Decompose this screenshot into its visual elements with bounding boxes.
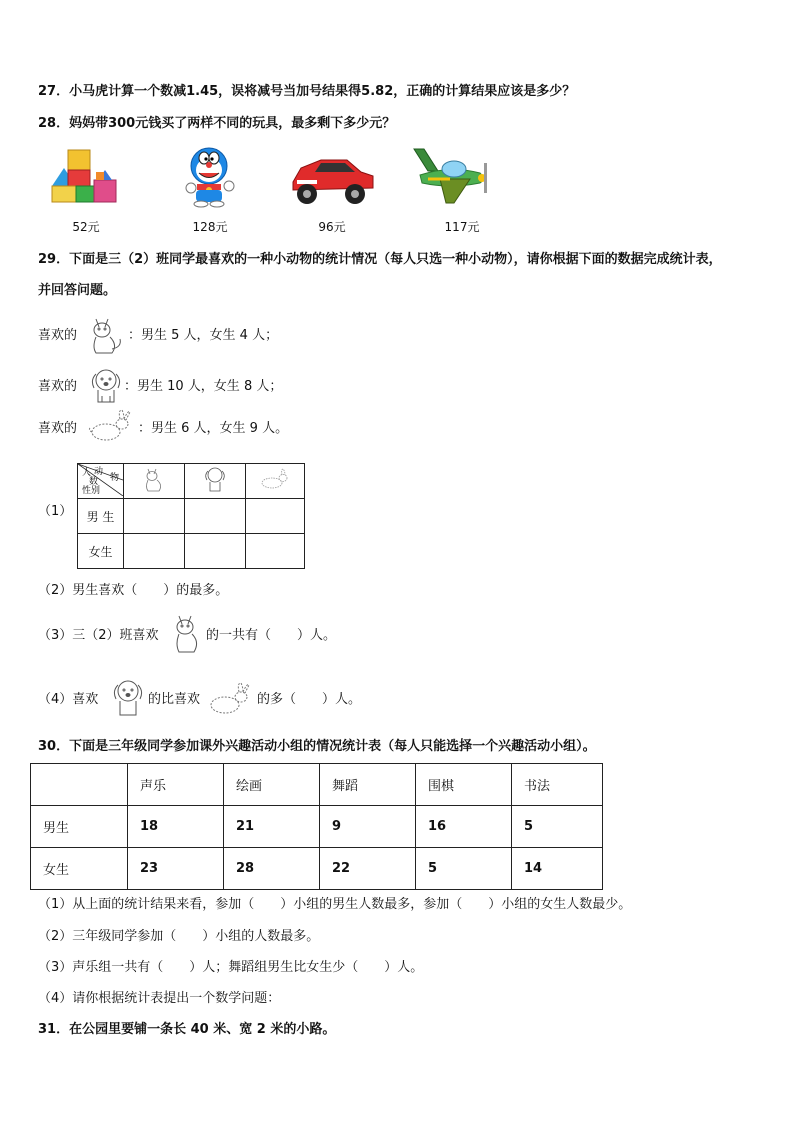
subq-29-3a: （3）三（2）班喜欢 — [38, 628, 159, 643]
table-cell: 9 — [320, 806, 416, 848]
like-prefix-rabbit: 喜欢的 — [38, 421, 78, 436]
question-29-line1: 29．下面是三（2）班同学最喜欢的一种小动物的统计情况（每人只选一种小动物），请你根据下面的数据完成统计表， — [38, 252, 722, 267]
table-cell: 16 — [416, 806, 512, 848]
corner-shu: 数 — [89, 477, 99, 487]
subq-29-1-label: （1） — [38, 504, 73, 519]
cell-male-cat[interactable] — [124, 499, 185, 534]
row-female-label: 女生 — [78, 534, 124, 569]
subq-30-4: （4）请你根据统计表提出一个数学问题： — [38, 991, 281, 1006]
toy-price-car: 96元 — [318, 220, 346, 234]
dog-icon — [203, 465, 227, 493]
table-cell: 5 — [416, 848, 512, 890]
question-31: 31．在公园里要铺一条长 40 米、宽 2 米的小路。 — [38, 1022, 336, 1037]
table-cell: 28 — [224, 848, 320, 890]
question-29-line2: 并回答问题。 — [38, 283, 117, 298]
subq-29-4b: 的比喜欢 — [148, 692, 201, 707]
dog-icon — [110, 677, 146, 719]
subq-29-4a: （4）喜欢 — [38, 692, 99, 707]
subq-30-3: （3）声乐组一共有（ ）人；舞蹈组男生比女生少（ ）人。 — [38, 960, 424, 975]
cat-icon — [170, 612, 204, 656]
animal-stat-table — [77, 463, 305, 569]
cat-icon — [86, 313, 126, 357]
interest-group-table — [30, 763, 603, 890]
cell-female-dog[interactable] — [185, 534, 246, 569]
header-cell: 声乐 — [128, 764, 224, 806]
header-cell — [31, 764, 128, 806]
dog-icon — [88, 366, 124, 406]
cell-female-cat[interactable] — [124, 534, 185, 569]
subq-29-4c: 的多（ ）人。 — [257, 692, 362, 707]
table-row — [31, 806, 603, 848]
corner-ren: 人 — [82, 468, 92, 478]
like-prefix-cat: 喜欢的 — [38, 328, 78, 343]
header-cell: 舞蹈 — [320, 764, 416, 806]
header-dog — [185, 464, 246, 499]
question-27: 27．小马虎计算一个数减1.45，误将减号当加号结果得5.82，正确的计算结果应该是多少？ — [38, 84, 576, 99]
cell-female-rabbit[interactable] — [246, 534, 305, 569]
corner-dong: 动 — [94, 467, 104, 477]
header-cell: 书法 — [512, 764, 603, 806]
toy-price-plane: 117元 — [444, 220, 480, 234]
table-cell: 21 — [224, 806, 320, 848]
subq-29-2: （2）男生喜欢（ ）的最多。 — [38, 583, 229, 598]
rabbit-icon — [259, 467, 291, 491]
rabbit-icon — [207, 681, 255, 717]
header-cell: 绘画 — [224, 764, 320, 806]
table-cell: 23 — [128, 848, 224, 890]
row-label: 男生 — [31, 806, 128, 848]
table-cell: 18 — [128, 806, 224, 848]
corner-wu: 物 — [110, 473, 120, 483]
table-cell: 14 — [512, 848, 603, 890]
toy-price-doraemon: 128元 — [192, 220, 228, 234]
rabbit-stat: ：男生 6 人，女生 9 人。 — [138, 421, 289, 436]
table-cell: 5 — [512, 806, 603, 848]
cat-icon — [141, 465, 167, 493]
toy-car-icon — [287, 152, 377, 206]
subq-30-1: （1）从上面的统计结果来看，参加（ ）小组的男生人数最多，参加（ ）小组的女生人数最少。 — [38, 897, 632, 912]
dog-stat: ：男生 10 人，女生 8 人； — [124, 379, 283, 394]
table-cell: 22 — [320, 848, 416, 890]
subq-29-3b: 的一共有（ ）人。 — [206, 628, 337, 643]
rabbit-icon — [88, 408, 134, 444]
table-row — [31, 848, 603, 890]
row-male-label: 男 生 — [78, 499, 124, 534]
question-30: 30．下面是三年级同学参加课外兴趣活动小组的情况统计表（每人只能选择一个兴趣活动小组）。 — [38, 739, 596, 754]
cat-stat: ：男生 5 人，女生 4 人； — [128, 328, 279, 343]
subq-30-2: （2）三年级同学参加（ ）小组的人数最多。 — [38, 929, 320, 944]
doraemon-icon — [183, 146, 239, 208]
blocks-icon — [48, 146, 124, 204]
like-prefix-dog: 喜欢的 — [38, 379, 78, 394]
header-rabbit — [246, 464, 305, 499]
cell-male-dog[interactable] — [185, 499, 246, 534]
header-cat — [124, 464, 185, 499]
corner-xingbie: 性别 — [82, 486, 101, 496]
question-28: 28．妈妈带300元钱买了两样不同的玩具，最多剩下多少元？ — [38, 116, 396, 131]
header-cell: 围棋 — [416, 764, 512, 806]
toy-price-blocks: 52元 — [72, 220, 100, 234]
table-row — [31, 764, 603, 806]
toy-plane-icon — [410, 143, 492, 207]
table-corner-cell — [78, 464, 124, 499]
row-label: 女生 — [31, 848, 128, 890]
cell-male-rabbit[interactable] — [246, 499, 305, 534]
